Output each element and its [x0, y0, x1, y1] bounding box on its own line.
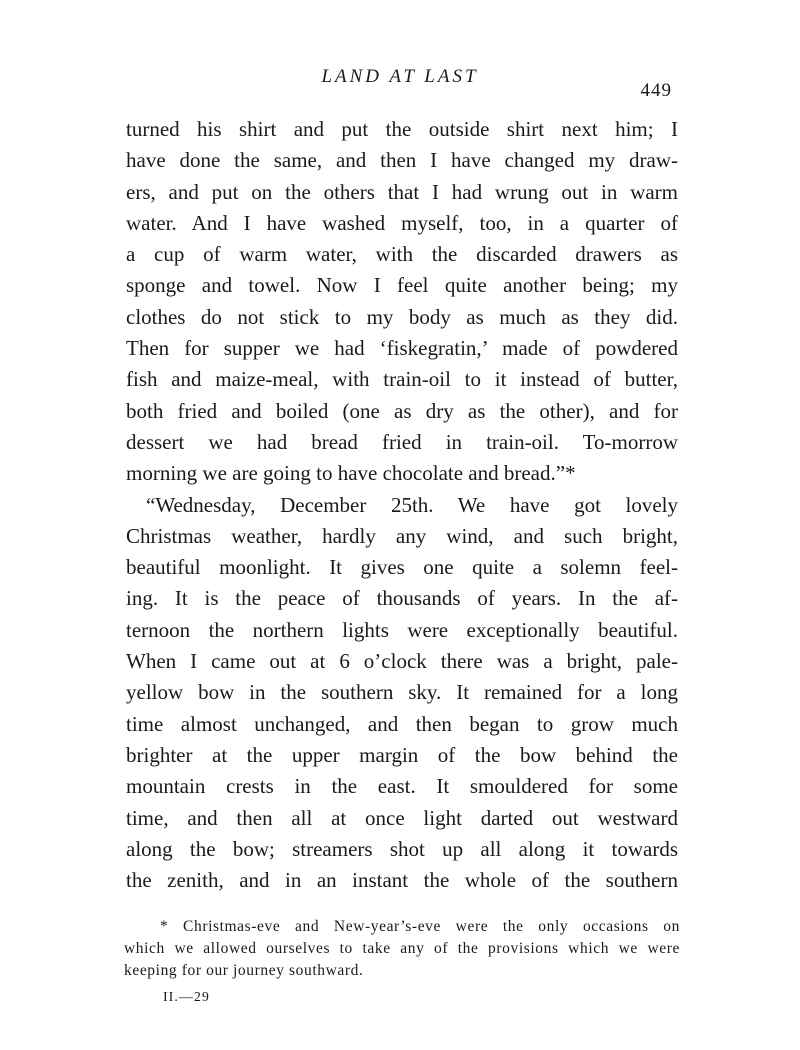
- text-line: Then for supper we had ‘fiskegratin,’ made of powdered: [126, 336, 678, 361]
- text-line: ternoon the northern lights were exceptionally beautiful.: [126, 617, 678, 642]
- running-title: LAND AT LAST: [321, 66, 479, 87]
- footnote-line: * Christmas-eve and New-year’s-eve were the only occasions on: [160, 918, 680, 935]
- text-line: have done the same, and then I have changed my draw-: [126, 148, 678, 173]
- text-line: ers, and put on the others that I had wrung out in warm: [126, 179, 678, 204]
- text-line: dessert we had bread fried in train-oil. To-morrow: [126, 429, 678, 454]
- text-line: sponge and towel. Now I feel quite another being; my: [126, 273, 678, 298]
- text-line: “Wednesday, December 25th. We have got lovely: [146, 492, 678, 517]
- text-line: ing. It is the peace of thousands of years. In the af-: [126, 586, 678, 611]
- text-line: water. And I have washed myself, too, in a quarter of: [126, 210, 678, 235]
- text-line: fish and maize-meal, with train-oil to it instead of butter,: [126, 367, 678, 392]
- text-line: morning we are going to have chocolate and bread.”*: [126, 461, 576, 486]
- text-line: along the bow; streamers shot up all along it towards: [126, 836, 678, 861]
- text-line: the zenith, and in an instant the whole of the southern: [126, 868, 678, 893]
- footnote-line: keeping for our journey southward.: [124, 962, 364, 979]
- text-line: clothes do not stick to my body as much as they did.: [126, 304, 678, 329]
- text-line: brighter at the upper margin of the bow behind the: [126, 742, 678, 767]
- footnote: [124, 916, 680, 982]
- page-number: 449: [640, 80, 672, 101]
- text-line: Christmas weather, hardly any wind, and such bright,: [126, 523, 678, 548]
- text-line: mountain crests in the east. It smouldered for some: [126, 774, 678, 799]
- text-line: time, and then all at once light darted out westward: [126, 805, 678, 830]
- page-header: [0, 66, 800, 101]
- footnote-line: which we allowed ourselves to take any of the provisions which we were: [124, 940, 680, 957]
- text-line: both fried and boiled (one as dry as the other), and for: [126, 398, 678, 423]
- text-line: beautiful moonlight. It gives one quite a solemn feel-: [126, 555, 678, 580]
- text-line: When I came out at 6 o’clock there was a bright, pale-: [126, 649, 678, 674]
- signature-mark: II.—29: [163, 990, 210, 1005]
- text-line: a cup of warm water, with the discarded drawers as: [126, 242, 678, 267]
- body-text: [126, 114, 678, 896]
- text-line: yellow bow in the southern sky. It remained for a long: [126, 680, 678, 705]
- text-line: turned his shirt and put the outside shirt next him; I: [126, 117, 678, 141]
- text-line: time almost unchanged, and then began to grow much: [126, 711, 678, 736]
